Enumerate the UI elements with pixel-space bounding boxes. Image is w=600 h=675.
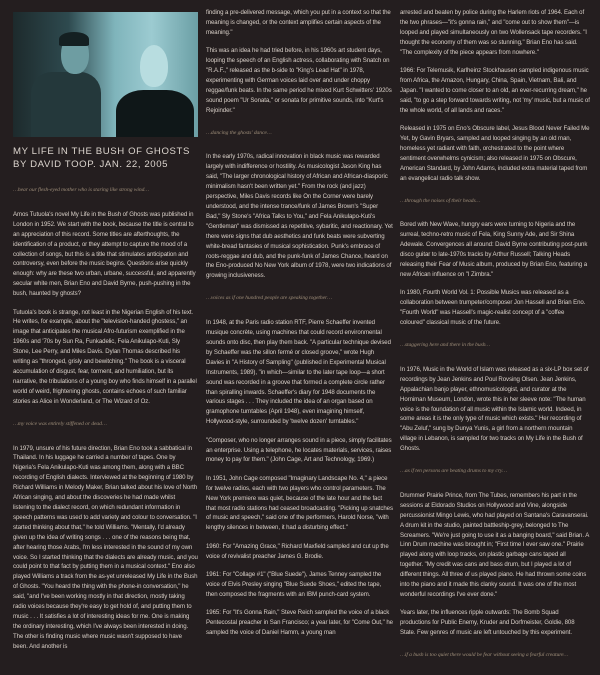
paragraph: 1960: For "Amazing Grace," Richard Maxfield sampled and cut up the voice of revivalist preacher James G. Brodie. <box>206 542 389 560</box>
paragraph: Amos Tutuola's novel My Life in the Bush of Ghosts was published in London in 1952. We start with the book, because the title is central to an appreciation of this record. Some titles are afterthoughts, the identification of a product, or they attempt to capture the mood of a collection of songs, but this is a title that stimulates anticipation and controversy, even before the music begins. Questions arise quickly enough: why are these two urban, urbane, successful, and apparently secular white men, Brian Eno and David Byrne, push-pushing in the bush, haunted by ghosts? <box>13 210 196 298</box>
paragraph: In 1980, Fourth World Vol. 1: Possible Musics was released as a collaboration between trumpeter/composer Jon Hassell and Brian Eno. "Fourth World" was Hassell's magic-realist concept of a "coffee coloured" classical music of the future. <box>400 289 586 327</box>
paragraph: Tutuola's book is strange, not least in the Nigerian English of his text. He writes, for example, about the "television-handed ghostess," an image that anticipates the musical Afro-futurism exemplified in the 1960s and '70s by Sun Ra, Funkadelic, Fela Anikulapo-Kuti, Sly Stone, Lee Perry, and Miles Davis. Dylan Thomas described his writing as "thronged, grisly and bewitching." The book is a visceral accumulation of disgust, fear, torment, and humiliation, but its narrative, the tribulations of a young boy who finds himself in a parallel world of weird, frightening ghosts, contains echoes of such familiar stories as Alice in Wonderland, or The Wizard of Oz. <box>13 308 197 405</box>
paragraph: 1965: For "It's Gonna Rain," Steve Reich sampled the voice of a black Pentecostal preacher in San Francisco; a year later, for "Come Out," he sampled the voice of Daniel Hamm, a young man <box>206 609 393 637</box>
band-photo <box>13 12 198 137</box>
paragraph: 1966: For Telemusik, Karlheinz Stockhausen sampled indigenous music from Africa, the Amazon, Hungary, China, Spain, Vietnam, Bali, and Japan. "I wanted to come closer to an old, an ever-recurring dream," he said, "to go a step forward towards writing, not 'my' music, but a music of the whole world, of all lands and races." <box>400 67 590 114</box>
pull-quote: …voices as if one hundred people are speaking together… <box>206 295 332 302</box>
pull-quote: …hear our flesh-eyed mother who is staring like strong wind… <box>13 187 150 193</box>
paragraph: Bored with New Wave, hungry ears were turning to Nigeria and the surreal, techno-retro music of Fela, King Sunny Ade, and Sir Shina Adewale. Convergences all around: David Byrne contributing post-punk disco guitar to late-1970s tracks by Arthur Russell; Talking Heads releasing their Fear of Music album, produced by Brian Eno, featuring a new African influence on "I Zimbra." <box>400 221 588 278</box>
paragraph: 1961: For "Collage #1" ("Blue Suede"), James Tenney sampled the voice of Elvis Presley singing "Blue Suede Shoes," edited the tape, then composed the fragments with an IBM punch-card system. <box>206 571 382 598</box>
paragraph: In 1976, Music in the World of Islam was released as a six-LP box set of recordings by Jean Jenkins and Poul Rovsing Olsen. Jean Jenkins, Appalachian banjo player, ethnomusicologist, and curator at the Horniman Museum, London, wrote this in her sleeve note: "The human voice is the foundation of all music within the Islamic world. Indeed, in some areas it is the only type of music which exists." Her recording of "Abu Zeluf," sung by Dunya Yunis, a girl from a northern mountain village in Lebanon, is sampled for two tracks on My Life in the Bush of Ghosts. <box>400 365 589 453</box>
paragraph: In 1948, at the Paris radio station RTF, Pierre Schaeffer invented musique concrète, using machines that could record environmental sounds onto disc, then play them back. "A particular technique devised by Schaeffer was the sillon fermé or closed groove," wrote Hugh Davies in "A History of Sampling" (published in Experimental Musical Instruments, 1989), "in which—similar to the later tape loop—a short sound was recorded in a groove that formed a complete circle rather than spiralling inwards. Schaeffer's diary for 1948 documents the various stages . . . They included the idea of an organ based on gramophone turntables (April 1948), even imagining himself, Hollywood-style, surrounded by 'twelve dozen' turntables." <box>206 319 391 426</box>
paragraph: Years later, the influences ripple outwards: The Bomb Squad productions for Public Enemy, Kruder and Dorfmeister, Goldie, 808 State. Few genres of music are left untouched by this experiment. <box>400 609 575 637</box>
pull-quote: …dancing the ghosts' dance… <box>206 129 272 136</box>
paragraph: In 1979, unsure of his future direction, Brian Eno took a sabbatical in Thailand. In his luggage he carried a number of tapes. One by Nigeria's Fela Anikulapo-Kuti was among them, along with a BBC recording of English dialects. Interviewed at the beginning of 1980 by Richard Williams in Melody Maker, Brian talked about his love of North African singing, and about the discoveries he had made whilst listening to the dialect record, on which redundant information in speech patterns was used to add variety and colour to conversation. "I started thinking about that," he told Williams. "Mentally, I'd already given up the idea of writing songs . . . one of the reasons being that, after hearing those Arabs, I'm less interested in the sound of my own voice. So I started thinking that the dialects are already music, and you could point to that fact by putting them in a musical context." Eno also played Williams a track from the as-yet unreleased My Life in the Bush of Ghosts. "You heard the thing with the phone-in conversation," he said, "and I've been working mostly in that direction, mostly taking radio voices because they're easy to get hold of, and putting them to music . . . It satisfies a lot of interesting ideas for me. One is making the ordinary interesting, which I've always been interested in doing. The other is finding music where music wasn't supposed to have been. And another is <box>13 444 198 650</box>
title-line-2: BY DAVID TOOP. JAN. 22, 2005 <box>13 158 169 170</box>
figure-left <box>31 72 101 137</box>
head-right <box>140 45 168 87</box>
pull-quote: …my voice was entirely stiffened or dead… <box>13 420 107 427</box>
paragraph: Drummer Prairie Prince, from The Tubes, remembers his part in the sessions at Eldorado Studios on Hollywood and Vine, alongside percussionist Mingo Lewis, who had played on Santana's Caravanserai. A drum kit in the studio, painted battleship-grey, belonged to The Screamers. "We're just going to use it as a banging board," said Brian. A Linn Drum machine was brought in; "First time I ever saw one." Prairie played along with loop tracks, on plastic garbage cans taped all together. "My credit was cans and bass drum, but I played a lot of different things. All three of us played piano. He had thrown some coins into the piano and it made this clanky sound. It was one of the most wonderful recordings I've ever done." <box>400 491 589 598</box>
pull-quote: …staggering here and there in the bush… <box>400 341 491 348</box>
paragraph: Released in 1975 on Eno's Obscure label, Jesus Blood Never Failed Me Yet, by Gavin Bryars, sampled and looped singing by an old man, homeless yet radiant with faith, orchestrated to the point where sentiment overwhelms cynicism; also released in 1975 on Obscure, American Standard, by John Adams, included extra material taped from an evangelical radio talk show. <box>400 125 590 182</box>
paragraph: In 1951, John Cage composed "Imaginary Landscape No. 4," a piece for twelve radios, each with two players who control parameters. The New York premiere was quiet, because of the late hour and the fact that most radio stations had ceased broadcasting. "Picking up snatches of music and speech," said one of the performers, Harold Norse, "with lengthy silences in between, it had a disturbing effect." <box>206 474 393 532</box>
hair-left <box>59 32 89 46</box>
title-line-1: MY LIFE IN THE BUSH OF GHOSTS <box>13 146 190 157</box>
paragraph: This was an idea he had tried before, in his 1960s art student days, looping the speech of an English actress, collaborating with Snatch on "R.A.F.," released as the b-side to "King's Lead Hat" in 1978, experimenting with German voices laid over and under choppy reggae/funk beats. In the same period he mixed Kurt Schwitters' 1920s sound poem "Ur Sonata," or sonata for primitive sounds, into "Kurt's Rejoinder." <box>206 47 392 114</box>
paragraph: arrested and beaten by police during the Harlem riots of 1964. Each of the two phrases—"it's gonna rain," and "come out to show them"—is looped and played simultaneously on two Wollensack tape recorders. "I thought the economy of them was so stunning," Brian Eno has said. "The complexity of the piece appears from nowhere." <box>400 9 587 56</box>
column-3 <box>400 8 590 675</box>
paragraph: finding a pre-delivered message, which you put in a context so that the meaning is changed, or the context amplifies certain aspects of the meaning." <box>206 9 391 36</box>
figure-right <box>116 90 194 137</box>
paragraph: "Composer, who no longer arranges sound in a piece, simply facilitates an enterprise. Using a telephone, he locates materials, services, raises money to pay for them." (John Cage, Art and Technology, 1969.) <box>206 436 392 464</box>
pull-quote: …if a bush is too quiet there would be fear without seeing a fearful creature… <box>400 652 569 659</box>
paragraph: In the early 1970s, radical innovation in black music was rewarded largely with indifference or hostility. As musicologist Jason King has said, "The larger chronological history of African and African-diasporic minimalism hasn't been written yet." From the rock (and jazz) perspective, Miles Davis records like On the Corner were barely understood, and the intense trance/funk of James Brown's "Super Bad," Sly Stone's "Africa Talks to You," and Fela Anikulapo-Kuti's "Gentleman" was dismissed as repetitive, sybaritic, and reactionary. Yet there were signs that dub aesthetics and funk beats were subverting white-bread fantasies of musical sophistication. Punk's embrace of roots-reggae and dub, and the punk-funk of James Chance, heard on the Eno-produced No New York album of 1978, were two indications of growing inclusiveness. <box>206 153 393 280</box>
article-title <box>13 146 203 171</box>
pull-quote: …through the noises of their heads… <box>400 197 481 204</box>
pull-quote: …as if ten persons are beating drums to my cry… <box>400 468 508 475</box>
column-2 <box>206 8 393 647</box>
